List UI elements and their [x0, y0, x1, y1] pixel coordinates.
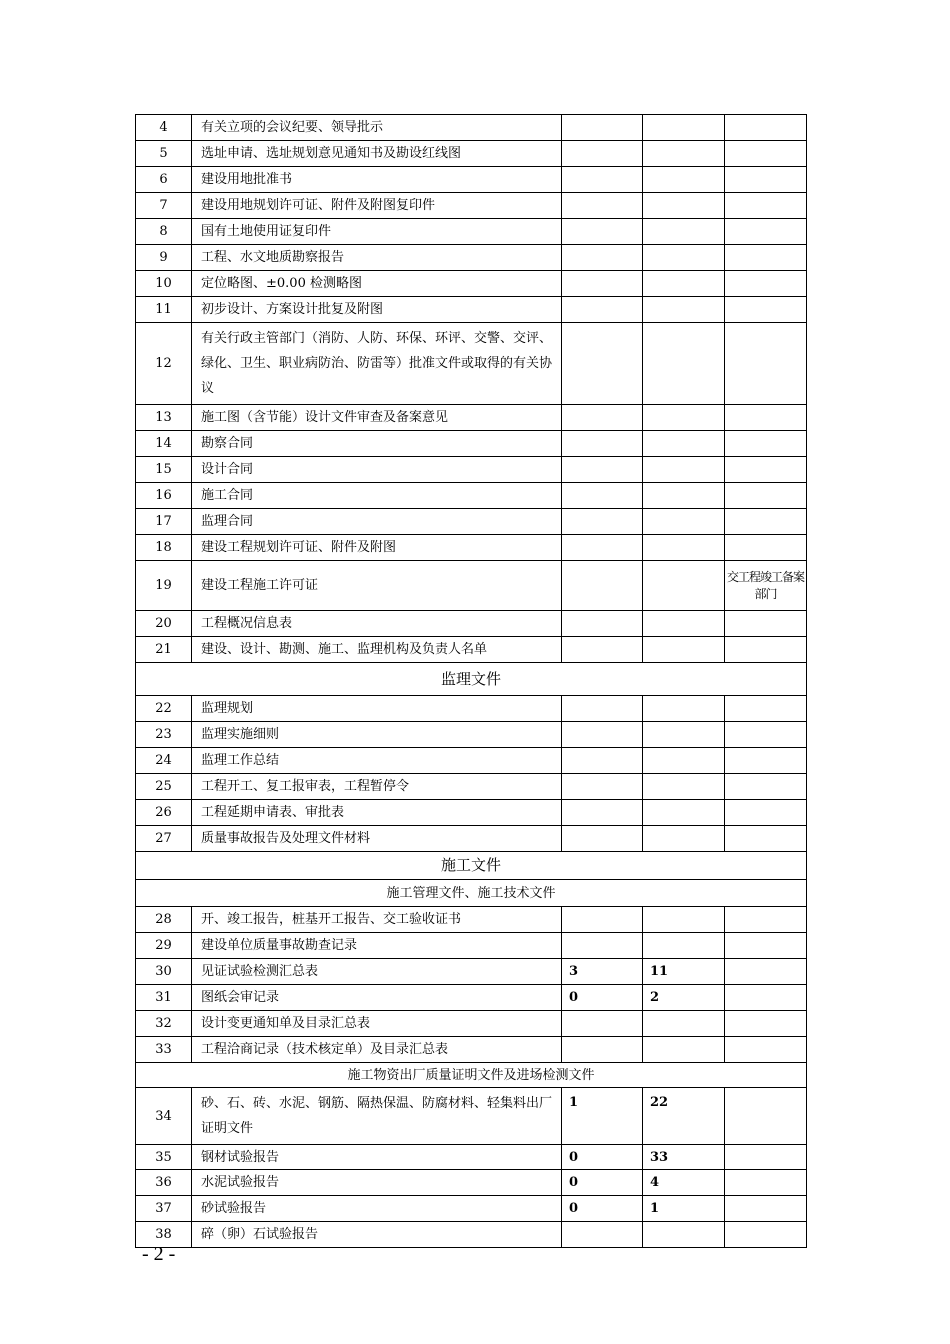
count-cell: [562, 637, 643, 663]
subsection-title: 施工管理文件、施工技术文件: [136, 880, 807, 907]
item-number: 19: [136, 561, 192, 611]
item-number: 30: [136, 959, 192, 985]
table-row: [136, 800, 807, 826]
item-number: 4: [136, 115, 192, 141]
remark-cell: [725, 1011, 807, 1037]
table-row: [136, 297, 807, 323]
pages-cell: [643, 297, 725, 323]
item-number: 17: [136, 509, 192, 535]
item-name: 初步设计、方案设计批复及附图: [192, 297, 562, 323]
remark-cell: [725, 405, 807, 431]
item-name: 建设用地规划许可证、附件及附图复印件: [192, 193, 562, 219]
section-title: 施工文件: [136, 852, 807, 880]
item-name: 工程开工、复工报审表，工程暂停令: [192, 774, 562, 800]
table-row: [136, 1222, 807, 1248]
pages-cell: 33: [643, 1145, 725, 1170]
item-name: 工程洽商记录（技术核定单）及目录汇总表: [192, 1037, 562, 1063]
item-number: 36: [136, 1170, 192, 1196]
count-cell: [562, 561, 643, 611]
table-row: [136, 1170, 807, 1196]
table-row: [136, 1037, 807, 1063]
item-name: 有关立项的会议纪要、领导批示: [192, 115, 562, 141]
remark-cell: [725, 271, 807, 297]
item-number: 34: [136, 1088, 192, 1145]
pages-cell: 1: [643, 1196, 725, 1222]
pages-cell: [643, 1222, 725, 1248]
item-number: 12: [136, 323, 192, 405]
item-name: 图纸会审记录: [192, 985, 562, 1011]
table-row: [136, 219, 807, 245]
count-cell: [562, 933, 643, 959]
pages-cell: [643, 907, 725, 933]
pages-cell: 11: [643, 959, 725, 985]
pages-cell: [643, 271, 725, 297]
count-cell: [562, 431, 643, 457]
table-row: [136, 1011, 807, 1037]
item-name: 国有土地使用证复印件: [192, 219, 562, 245]
count-cell: [562, 323, 643, 405]
item-name: 定位略图、±0.00 检测略图: [192, 271, 562, 297]
count-cell: 0: [562, 985, 643, 1011]
count-cell: [562, 167, 643, 193]
item-number: 15: [136, 457, 192, 483]
count-cell: [562, 1037, 643, 1063]
count-cell: [562, 696, 643, 722]
item-name: 建设工程规划许可证、附件及附图: [192, 535, 562, 561]
item-number: 35: [136, 1145, 192, 1170]
table-row: [136, 483, 807, 509]
pages-cell: [643, 167, 725, 193]
item-number: 33: [136, 1037, 192, 1063]
count-cell: 0: [562, 1196, 643, 1222]
pages-cell: [643, 483, 725, 509]
remark-cell: [725, 219, 807, 245]
item-name: 质量事故报告及处理文件材料: [192, 826, 562, 852]
remark-cell: [725, 167, 807, 193]
item-number: 18: [136, 535, 192, 561]
item-name: 建设工程施工许可证: [192, 561, 562, 611]
pages-cell: [643, 611, 725, 637]
item-name: 砂、石、砖、水泥、钢筋、隔热保温、防腐材料、轻集料出厂证明文件: [192, 1088, 562, 1145]
item-number: 5: [136, 141, 192, 167]
count-cell: [562, 535, 643, 561]
pages-cell: [643, 323, 725, 405]
pages-cell: [643, 561, 725, 611]
table-row: [136, 431, 807, 457]
table-row: [136, 193, 807, 219]
count-cell: [562, 1222, 643, 1248]
pages-cell: [643, 800, 725, 826]
count-cell: [562, 457, 643, 483]
pages-cell: [643, 115, 725, 141]
pages-cell: 2: [643, 985, 725, 1011]
count-cell: [562, 722, 643, 748]
page-number: - 2 -: [142, 1243, 176, 1265]
remark-cell: [725, 696, 807, 722]
item-number: 23: [136, 722, 192, 748]
item-name: 设计变更通知单及目录汇总表: [192, 1011, 562, 1037]
item-name: 有关行政主管部门（消防、人防、环保、环评、交警、交评、绿化、卫生、职业病防治、防雷等）批准文件或取得的有关协议: [192, 323, 562, 405]
count-cell: 1: [562, 1088, 643, 1145]
table-row: [136, 141, 807, 167]
count-cell: [562, 907, 643, 933]
table-row: [136, 535, 807, 561]
item-name: 监理实施细则: [192, 722, 562, 748]
count-cell: [562, 297, 643, 323]
item-number: 32: [136, 1011, 192, 1037]
remark-cell: 交工程竣工备案部门: [725, 561, 807, 611]
pages-cell: [643, 722, 725, 748]
remark-cell: [725, 1145, 807, 1170]
remark-cell: [725, 193, 807, 219]
item-number: 38: [136, 1222, 192, 1248]
pages-cell: [643, 1011, 725, 1037]
count-cell: [562, 271, 643, 297]
table-row: [136, 637, 807, 663]
document-table: [135, 114, 807, 1248]
item-number: 20: [136, 611, 192, 637]
table-row: [136, 774, 807, 800]
item-number: 11: [136, 297, 192, 323]
item-name: 监理合同: [192, 509, 562, 535]
remark-cell: [725, 722, 807, 748]
count-cell: [562, 826, 643, 852]
remark-cell: [725, 323, 807, 405]
item-name: 建设、设计、勘测、施工、监理机构及负责人名单: [192, 637, 562, 663]
pages-cell: [643, 405, 725, 431]
remark-cell: [725, 509, 807, 535]
count-cell: [562, 483, 643, 509]
count-cell: [562, 774, 643, 800]
table-row: [136, 826, 807, 852]
remark-cell: [725, 748, 807, 774]
table-row: [136, 245, 807, 271]
remark-cell: [725, 483, 807, 509]
table-row: [136, 167, 807, 193]
remark-cell: [725, 141, 807, 167]
subsection-row: [136, 880, 807, 907]
item-name: 碎（卵）石试验报告: [192, 1222, 562, 1248]
pages-cell: [643, 696, 725, 722]
section-row: [136, 852, 807, 880]
item-name: 工程延期申请表、审批表: [192, 800, 562, 826]
item-name: 砂试验报告: [192, 1196, 562, 1222]
item-number: 7: [136, 193, 192, 219]
item-number: 25: [136, 774, 192, 800]
remark-cell: [725, 1222, 807, 1248]
count-cell: [562, 141, 643, 167]
item-name: 建设用地批准书: [192, 167, 562, 193]
item-number: 24: [136, 748, 192, 774]
item-name: 施工图（含节能）设计文件审查及备案意见: [192, 405, 562, 431]
pages-cell: [643, 431, 725, 457]
count-cell: 3: [562, 959, 643, 985]
table-row: [136, 1196, 807, 1222]
count-cell: [562, 219, 643, 245]
pages-cell: [643, 141, 725, 167]
remark-cell: [725, 959, 807, 985]
item-number: 14: [136, 431, 192, 457]
table-row: [136, 1088, 807, 1145]
remark-cell: [725, 457, 807, 483]
subsection-title: 施工物资出厂质量证明文件及进场检测文件: [136, 1063, 807, 1088]
item-number: 37: [136, 1196, 192, 1222]
item-name: 选址申请、选址规划意见通知书及勘设红线图: [192, 141, 562, 167]
count-cell: 0: [562, 1170, 643, 1196]
pages-cell: [643, 457, 725, 483]
table-row: [136, 115, 807, 141]
table-row: [136, 959, 807, 985]
item-number: 22: [136, 696, 192, 722]
item-number: 21: [136, 637, 192, 663]
pages-cell: [643, 826, 725, 852]
pages-cell: [643, 245, 725, 271]
table-row: [136, 722, 807, 748]
remark-cell: [725, 297, 807, 323]
item-number: 10: [136, 271, 192, 297]
table-row: [136, 457, 807, 483]
item-number: 6: [136, 167, 192, 193]
count-cell: [562, 800, 643, 826]
table-row: [136, 985, 807, 1011]
pages-cell: [643, 509, 725, 535]
item-name: 施工合同: [192, 483, 562, 509]
subsection-row: [136, 1063, 807, 1088]
pages-cell: [643, 933, 725, 959]
remark-cell: [725, 800, 807, 826]
item-number: 29: [136, 933, 192, 959]
table-row: [136, 323, 807, 405]
table-row: [136, 696, 807, 722]
table-row: [136, 611, 807, 637]
item-name: 建设单位质量事故勘查记录: [192, 933, 562, 959]
section-title: 监理文件: [136, 663, 807, 696]
pages-cell: 22: [643, 1088, 725, 1145]
item-number: 9: [136, 245, 192, 271]
item-name: 监理工作总结: [192, 748, 562, 774]
item-number: 28: [136, 907, 192, 933]
pages-cell: [643, 748, 725, 774]
count-cell: [562, 1011, 643, 1037]
item-name: 设计合同: [192, 457, 562, 483]
table-row: [136, 271, 807, 297]
table-row: [136, 509, 807, 535]
table-row: [136, 405, 807, 431]
remark-cell: [725, 826, 807, 852]
item-number: 27: [136, 826, 192, 852]
pages-cell: [643, 1037, 725, 1063]
remark-cell: [725, 115, 807, 141]
pages-cell: [643, 193, 725, 219]
count-cell: [562, 611, 643, 637]
count-cell: [562, 115, 643, 141]
item-name: 监理规划: [192, 696, 562, 722]
remark-cell: [725, 1170, 807, 1196]
remark-cell: [725, 1196, 807, 1222]
remark-cell: [725, 245, 807, 271]
table-row: [136, 1145, 807, 1170]
pages-cell: [643, 774, 725, 800]
item-name: 开、竣工报告，桩基开工报告、交工验收证书: [192, 907, 562, 933]
remark-cell: [725, 1088, 807, 1145]
table-row: [136, 748, 807, 774]
item-name: 水泥试验报告: [192, 1170, 562, 1196]
item-name: 见证试验检测汇总表: [192, 959, 562, 985]
remark-cell: [725, 611, 807, 637]
count-cell: 0: [562, 1145, 643, 1170]
count-cell: [562, 405, 643, 431]
remark-cell: [725, 907, 807, 933]
table-row: [136, 933, 807, 959]
pages-cell: [643, 535, 725, 561]
count-cell: [562, 748, 643, 774]
item-name: 工程概况信息表: [192, 611, 562, 637]
count-cell: [562, 245, 643, 271]
pages-cell: 4: [643, 1170, 725, 1196]
item-number: 16: [136, 483, 192, 509]
remark-cell: [725, 431, 807, 457]
remark-cell: [725, 774, 807, 800]
pages-cell: [643, 637, 725, 663]
item-number: 13: [136, 405, 192, 431]
item-number: 31: [136, 985, 192, 1011]
table-row: [136, 561, 807, 611]
table-row: [136, 907, 807, 933]
remark-cell: [725, 933, 807, 959]
count-cell: [562, 193, 643, 219]
remark-cell: [725, 985, 807, 1011]
remark-cell: [725, 535, 807, 561]
section-row: [136, 663, 807, 696]
item-number: 26: [136, 800, 192, 826]
item-number: 8: [136, 219, 192, 245]
count-cell: [562, 509, 643, 535]
item-name: 钢材试验报告: [192, 1145, 562, 1170]
remark-cell: [725, 637, 807, 663]
pages-cell: [643, 219, 725, 245]
remark-cell: [725, 1037, 807, 1063]
item-name: 勘察合同: [192, 431, 562, 457]
item-name: 工程、水文地质勘察报告: [192, 245, 562, 271]
